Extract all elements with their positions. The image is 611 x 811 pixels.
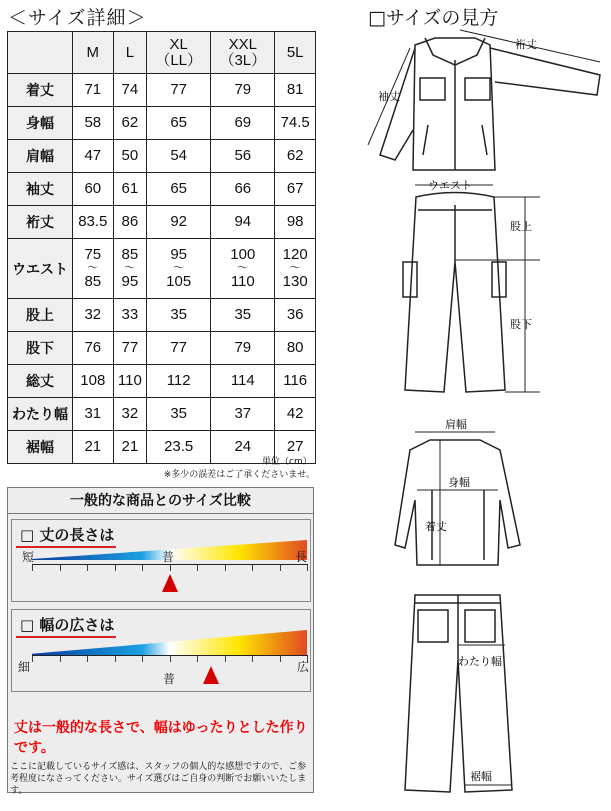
size-value: 33: [113, 299, 147, 332]
matashita-label: 股下: [510, 318, 532, 331]
size-value: 86: [113, 206, 147, 239]
tilde: 〜: [173, 262, 185, 274]
size-value: 47: [73, 140, 114, 173]
col-xxl-label: XXL: [228, 35, 257, 53]
row-label: 身幅: [8, 107, 73, 140]
length-short-label: 短: [22, 550, 35, 564]
row-label: ウエスト: [8, 239, 73, 299]
how-to-measure-title: □サイズの見方: [368, 7, 499, 29]
width-normal-label: 普: [163, 672, 176, 686]
size-value: 31: [73, 398, 114, 431]
waist-min: 75: [84, 246, 102, 263]
mihaba-label: 身幅: [448, 476, 470, 489]
waist-min: 120: [282, 246, 308, 263]
unit-label: 単位（cm）: [262, 457, 312, 467]
sode-label: 袖丈: [378, 90, 400, 103]
pants-back-diagram: [405, 595, 512, 792]
size-value: 77: [113, 332, 147, 365]
size-value: 108: [73, 365, 114, 398]
width-title: □ 幅の広さは: [20, 616, 115, 634]
size-value: 112: [147, 365, 211, 398]
size-value: 24: [211, 431, 275, 464]
col-l: L: [113, 32, 147, 74]
row-label: 総丈: [8, 365, 73, 398]
tilde: 〜: [289, 262, 301, 274]
pants-arrows: [415, 185, 540, 392]
waist-min: 100: [230, 246, 256, 263]
size-value: 23.5: [147, 431, 211, 464]
size-value: 21: [73, 431, 114, 464]
jacket-front-arrows: [415, 432, 498, 565]
size-value: 66: [211, 173, 275, 206]
size-value: 74.5: [275, 107, 316, 140]
size-value: 58: [73, 107, 114, 140]
jacket-diagram: [380, 38, 600, 170]
matagami-label: 股上: [510, 220, 532, 233]
row-label: 股上: [8, 299, 73, 332]
row-label: 着丈: [8, 74, 73, 107]
size-value: 61: [113, 173, 147, 206]
jacket-front-diagram: [395, 440, 520, 565]
row-label: 股下: [8, 332, 73, 365]
size-value: 76: [73, 332, 114, 365]
size-value: 98: [275, 206, 316, 239]
row-label: 袖丈: [8, 173, 73, 206]
col-m: M: [73, 32, 114, 74]
size-value: 32: [113, 398, 147, 431]
width-wide-label: 広: [297, 660, 310, 674]
length-normal-label: 普: [162, 550, 175, 564]
size-value: 56: [211, 140, 275, 173]
size-value: 94: [211, 206, 275, 239]
size-value: 54: [147, 140, 211, 173]
width-narrow-label: 細: [18, 660, 31, 674]
size-detail-title: ＜サイズ詳細＞: [8, 7, 147, 29]
yuki-label: 裄丈: [515, 38, 537, 51]
size-value: 27: [275, 431, 316, 464]
size-value: 81: [275, 74, 316, 107]
size-value: 65: [147, 173, 211, 206]
comparison-title: 一般的な商品とのサイズ比較: [8, 488, 313, 514]
disclaimer: ここに記載しているサイズ感は、スタッフの個人的な感想ですので、ご参考程度になさってください。サイズ選びはご自身の判断でお願いいたします。: [10, 762, 307, 796]
col-xxl-alias: （3L）: [219, 51, 267, 69]
waist-min: 85: [121, 246, 139, 263]
size-value: 116: [275, 365, 316, 398]
size-value: 114: [211, 365, 275, 398]
watari-label: わたり幅: [458, 655, 502, 668]
size-value: 83.5: [73, 206, 114, 239]
size-value: 71: [73, 74, 114, 107]
size-value: 50: [113, 140, 147, 173]
size-value: 77: [147, 74, 211, 107]
size-value: 92: [147, 206, 211, 239]
size-value: 37: [211, 398, 275, 431]
tilde: 〜: [124, 262, 136, 274]
size-value: 60: [73, 173, 114, 206]
size-value: 80: [275, 332, 316, 365]
size-value: 110: [113, 365, 147, 398]
size-value: 79: [211, 74, 275, 107]
row-label: 裾幅: [8, 431, 73, 464]
waist-max: 85: [84, 273, 102, 290]
col-5l: 5L: [275, 32, 316, 74]
size-value: 35: [211, 299, 275, 332]
size-value: 62: [275, 140, 316, 173]
row-label: 肩幅: [8, 140, 73, 173]
length-title: □ 丈の長さは: [20, 526, 115, 544]
fit-summary: 丈は一般的な長さで、幅はゆったりとした作りです。: [14, 720, 308, 756]
pants-diagram: [403, 193, 506, 393]
size-value: 67: [275, 173, 316, 206]
kitake-label: 着丈: [425, 520, 447, 533]
col-xl-alias: （LL）: [155, 51, 203, 69]
size-value: 62: [113, 107, 147, 140]
col-xl-label: XL: [169, 35, 188, 53]
row-label: 裄丈: [8, 206, 73, 239]
size-value: 35: [147, 299, 211, 332]
size-value: 77: [147, 332, 211, 365]
waist-label: ウエスト: [428, 179, 472, 192]
size-value: 21: [113, 431, 147, 464]
size-value: 42: [275, 398, 316, 431]
tilde: 〜: [237, 262, 249, 274]
size-value: 79: [211, 332, 275, 365]
size-value: 65: [147, 107, 211, 140]
waist-max: 95: [121, 273, 139, 290]
row-label: わたり幅: [8, 398, 73, 431]
tolerance-note: ※多少の誤差はご了承くださいませ。: [163, 470, 315, 480]
size-value: 69: [211, 107, 275, 140]
waist-max: 130: [282, 273, 308, 290]
waist-min: 95: [170, 246, 188, 263]
katahaba-label: 肩幅: [445, 418, 467, 431]
susohaba-label: 裾幅: [470, 770, 492, 783]
tilde: 〜: [87, 262, 99, 274]
size-value: 74: [113, 74, 147, 107]
size-value: 35: [147, 398, 211, 431]
waist-max: 105: [166, 273, 192, 290]
size-value: 32: [73, 299, 114, 332]
size-value: 36: [275, 299, 316, 332]
waist-max: 110: [230, 273, 255, 290]
length-long-label: 長: [295, 550, 308, 564]
